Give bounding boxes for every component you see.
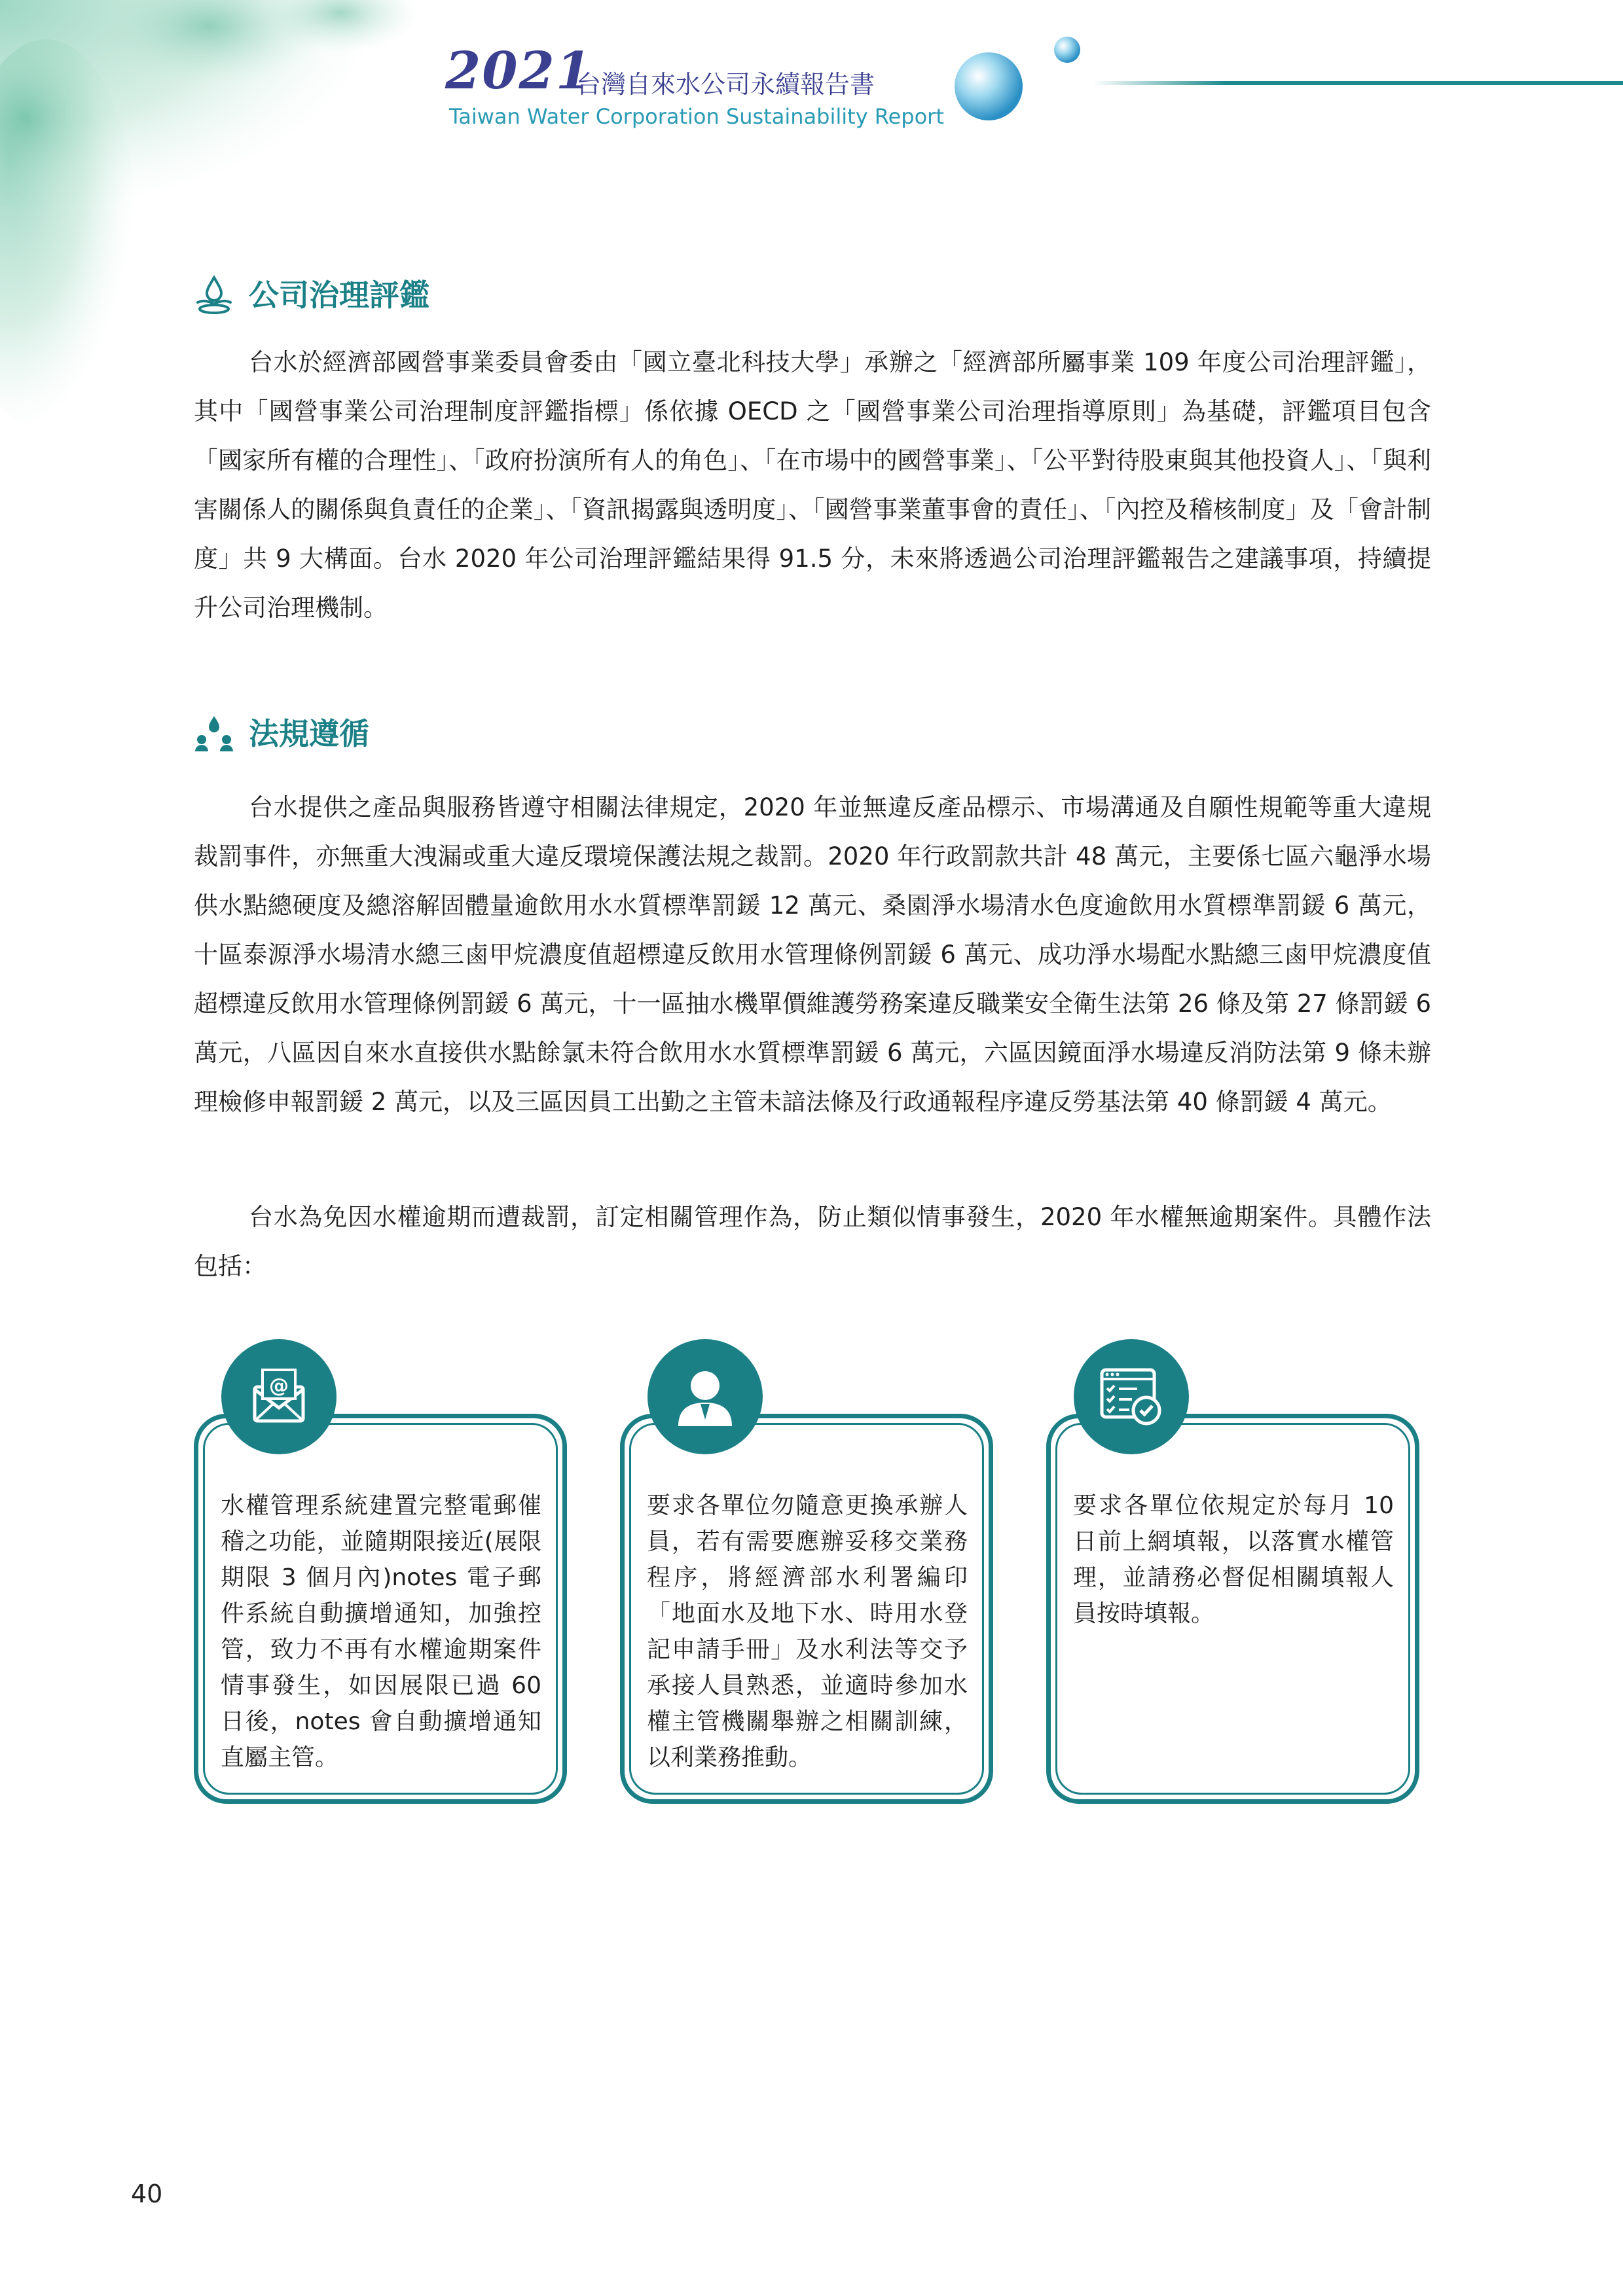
checklist-icon	[1074, 1339, 1189, 1454]
section-title: 公司治理評鑑	[249, 278, 429, 313]
governance-paragraph: 台水於經濟部國營事業委員會委由「國立臺北科技大學」承辦之「經濟部所屬事業 109 年度公司治理評鑑」，其中「國營事業公司治理制度評鑑指標」係依據 OECD 之「國營事業公司治理指導原則」為基礎，評鑑項目包含「國家所有權的合理性」、「政府扮演所有人的角色」、「在市場中的國營事業」、「公平對待股東與其他投資人」、「與利害關係人的關係與負責任的企業」、「資訊揭露與透明度」、「國營事業董事會的責任」、「內控及稽核制度」及「會計制度」共 9 大構面。台水 2020 年公司治理評鑑結果得 91.5 分，未來將透過公司治理評鑑報告之建議事項，持續提升公司治理機制。	[194, 348, 1431, 622]
water-drops-icon	[936, 26, 1106, 124]
section-heading-compliance	[194, 713, 369, 754]
card-text: 要求各單位依規定於每月 10 日前上網填報，以落實水權管理，並請務必督促相關填報人員按時填報。	[1073, 1492, 1394, 1627]
report-title-zh: 台灣自來水公司永續報告書	[576, 70, 875, 99]
card-text: 水權管理系統建置完整電郵催稽之功能，並隨期限接近(展限期限 3 個月內)notes 電子郵件系統自動擴增通知，加強控管，致力不再有水權逾期案件情事發生，如因展限已過 60 日後，notes 會自動擴增通知直屬主管。	[221, 1492, 541, 1771]
section-heading-governance	[194, 275, 429, 315]
card-text: 要求各單位勿隨意更換承辦人員，若有需要應辦妥移交業務程序，將經濟部水利署編印「地面水及地下水、時用水登記申請手冊」及水利法等交予承接人員熟悉，並適時參加水權主管機關舉辦之相關訓練，以利業務推動。	[647, 1492, 968, 1771]
people-drop-icon	[194, 713, 234, 754]
person-icon	[647, 1339, 763, 1454]
water-rights-paragraph: 台水為免因水權逾期而遭裁罰，訂定相關管理作為，防止類似情事發生，2020 年水權無逾期案件。具體作法包括：	[194, 1203, 1431, 1280]
compliance-paragraph: 台水提供之產品與服務皆遵守相關法律規定，2020 年並無違反產品標示、市場溝通及自願性規範等重大違規裁罰事件，亦無重大洩漏或重大違反環境保護法規之裁罰。2020 年行政罰款共計 48 萬元，主要係七區六龜淨水場供水點總硬度及總溶解固體量逾飲用水水質標準罰鍰 12 萬元、桑園淨水場清水色度逾飲用水質標準罰鍰 6 萬元，十區泰源淨水場清水總三鹵甲烷濃度值超標違反飲用水管理條例罰鍰 6 萬元、成功淨水場配水點總三鹵甲烷濃度值超標違反飲用水管理條例罰鍰 6 萬元，十一區抽水機單價維護勞務案違反職業安全衛生法第 26 條及第 27 條罰鍰 6 萬元，八區因自來水直接供水點餘氯未符合飲用水水質標準罰鍰 6 萬元，六區因鏡面淨水場違反消防法第 9 條未辦理檢修申報罰鍰 2 萬元，以及三區因員工出勤之主管未諳法條及行政通報程序違反勞基法第 40 條罰鍰 4 萬元。	[194, 793, 1431, 1116]
report-year: 2021	[445, 41, 593, 101]
section-title: 法規遵循	[249, 716, 369, 751]
practice-card-personnel	[620, 1414, 993, 1804]
practice-card-reporting	[1046, 1414, 1419, 1804]
report-title-en: Taiwan Water Corporation Sustainability Report	[449, 104, 944, 129]
practice-card-email	[194, 1414, 567, 1804]
svg-text:@: @	[269, 1374, 289, 1397]
water-drop-hand-icon	[194, 275, 234, 315]
page-number: 40	[131, 2179, 163, 2208]
header-divider	[1093, 81, 1623, 85]
email-envelope-icon	[221, 1339, 337, 1454]
